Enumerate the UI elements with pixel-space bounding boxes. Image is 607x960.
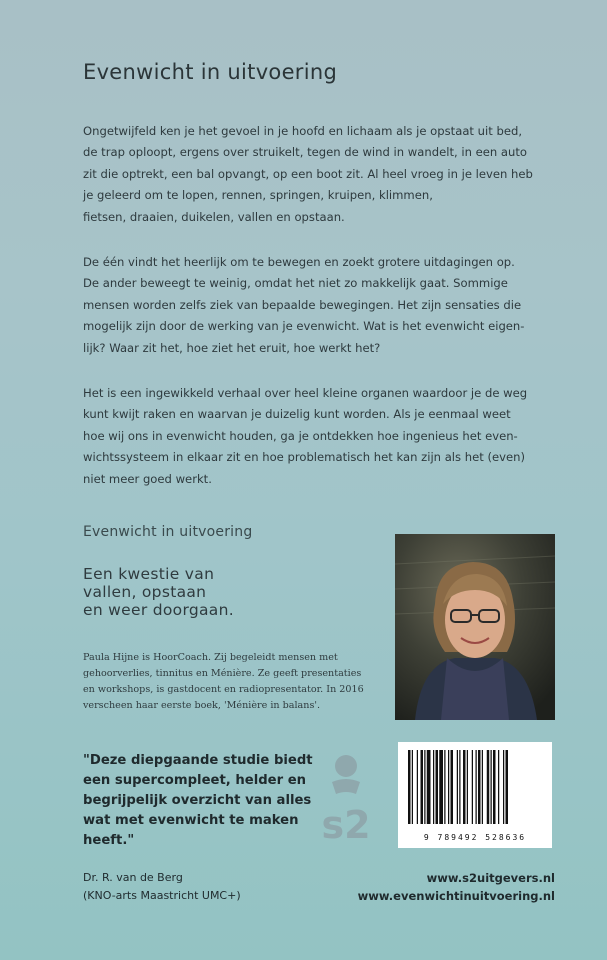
text-line: Het is een ingewikkeld verhaal over heel kleine organen waardoor je de weg <box>83 386 528 400</box>
barcode-bar <box>476 750 477 824</box>
barcode-bar <box>433 750 434 824</box>
text-line: De één vindt het heerlijk om te bewegen en zoekt grotere uitdagingen op. <box>83 255 515 269</box>
s2-logo-icon <box>318 752 374 844</box>
barcode-bar <box>503 750 504 824</box>
isbn-number: 9 789492 528636 <box>423 833 527 842</box>
website-link[interactable]: www.s2uitgevers.nl <box>426 871 555 885</box>
author-photo <box>395 534 555 720</box>
quote-line: "Deze diepgaande studie biedt <box>83 753 313 768</box>
barcode-bar <box>478 750 481 824</box>
quote-line: een supercompleet, helder en <box>83 773 307 788</box>
barcode-bar <box>463 750 466 824</box>
barcode-bar <box>421 750 424 824</box>
text-line: wichtssysteem in elkaar zit en hoe problematisch het kan zijn als het (even) <box>83 450 525 465</box>
barcode-bar <box>451 750 454 824</box>
author-affiliation: (KNO-arts Maastricht UMC+) <box>83 889 241 902</box>
text-line: Ongetwijfeld ken je het gevoel in je hoofd en lichaam als je opstaat uit bed, <box>83 124 522 138</box>
barcode-bar <box>439 750 443 824</box>
author-name: Dr. R. van de Berg <box>83 871 183 884</box>
barcode-bar <box>427 750 431 824</box>
isbn-barcode <box>398 742 552 848</box>
text-line: De ander beweegt te weinig, omdat het niet zo makkelijk gaat. Sommige <box>83 276 508 291</box>
barcode-bar <box>444 750 445 824</box>
text-line: mensen worden zelfs ziek van bepaalde bewegingen. Het zijn sensaties die <box>83 297 522 312</box>
barcode-bar <box>506 750 509 824</box>
quote-line: wat met evenwicht te maken <box>83 813 299 828</box>
sub-title: Evenwicht in uitvoering <box>83 524 253 540</box>
tagline-line: en weer doorgaan. <box>83 601 234 619</box>
author-portrait-image <box>395 534 555 720</box>
text-line: zit die optrekt, een bal opvangt, op een boot zit. Al heel vroeg in je leven heb <box>83 166 533 181</box>
text-line: kunt kwijt raken en waarvan je duizelig kunt worden. Als je eenmaal weet <box>83 407 511 422</box>
page-title: Evenwicht in uitvoering <box>83 60 338 84</box>
text-line: je geleerd om te lopen, rennen, springen, kruipen, klimmen, <box>83 188 433 203</box>
barcode-bar <box>472 750 473 824</box>
bio-line: gehoorverlies, tinnitus en Ménière. Ze geeft presentaties <box>83 668 362 679</box>
barcode-bar <box>493 750 496 824</box>
svg-text:s2: s2 <box>321 803 371 844</box>
text-line: mogelijk zijn door de werking van je evenwicht. Wat is het evenwicht eigen- <box>83 319 525 334</box>
barcode-bar <box>457 750 458 824</box>
website-link[interactable]: www.evenwichtinuitvoering.nl <box>357 889 555 903</box>
barcode-bar <box>417 750 418 824</box>
quote-author <box>83 869 241 905</box>
tagline-line: vallen, opstaan <box>83 583 207 601</box>
barcode-bar <box>424 750 425 824</box>
barcode-bar <box>436 750 439 824</box>
paragraph-2 <box>83 252 533 359</box>
barcode-bar <box>412 750 413 824</box>
publisher-logo <box>318 752 374 844</box>
barcode-bar <box>408 750 411 824</box>
barcode-bar <box>459 750 460 824</box>
paragraph-1 <box>83 121 533 228</box>
barcode-bar <box>491 750 492 824</box>
bio-line: verscheen haar eerste boek, 'Ménière in balans'. <box>83 700 321 711</box>
quote-line: heeft." <box>83 833 135 848</box>
barcode-bar <box>487 750 490 824</box>
quote-line: begrijpelijk overzicht van alles <box>83 793 312 808</box>
text-line: hoe wij ons in evenwicht houden, ga je ontdekken hoe ingenieus het even- <box>83 428 518 443</box>
tagline-line: Een kwestie van <box>83 565 215 583</box>
text-line: niet meer goed werkt. <box>83 471 212 486</box>
barcode-bar <box>467 750 468 824</box>
paragraph-3 <box>83 383 533 490</box>
websites <box>358 869 555 905</box>
barcode-bar <box>498 750 499 824</box>
text-line: lijk? Waar zit het, hoe ziet het eruit, hoe werkt het? <box>83 340 381 355</box>
bio-line: Paula Hijne is HoorCoach. Zij begeleidt mensen met <box>83 652 338 663</box>
author-bio <box>83 650 383 714</box>
tagline <box>83 565 234 619</box>
text-line: de trap oploopt, ergens over struikelt, tegen de wind in wandelt, in een auto <box>83 145 528 160</box>
barcode-bar <box>482 750 483 824</box>
barcode-bar <box>448 750 449 824</box>
bio-line: en workshops, is gastdocent en radiopresentator. In 2016 <box>83 684 364 695</box>
text-line: fietsen, draaien, duikelen, vallen en opstaan. <box>83 209 345 224</box>
barcode-bars <box>398 742 552 832</box>
